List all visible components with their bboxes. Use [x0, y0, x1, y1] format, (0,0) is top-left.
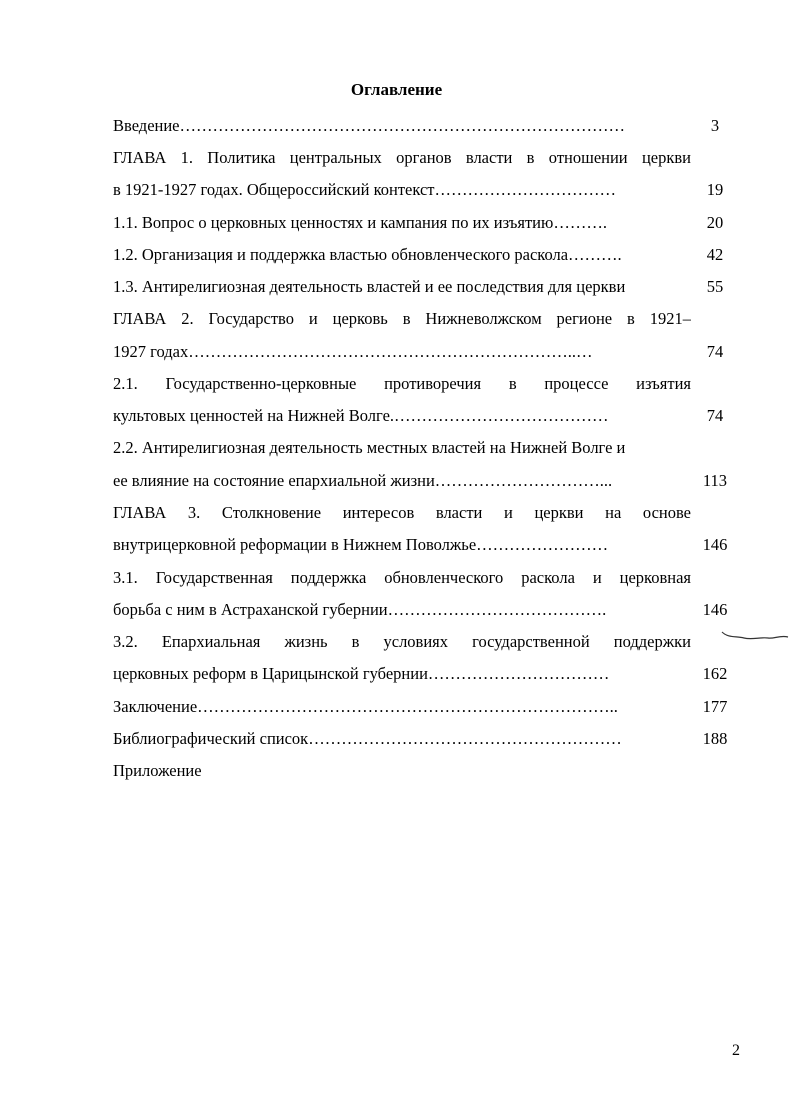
toc-entry-page: 42: [706, 245, 724, 264]
toc-entry-text: Библиографический список…………………………………………………: [113, 729, 622, 748]
toc-entry-page: 74: [706, 406, 724, 425]
toc-entry-page: 162: [702, 664, 728, 683]
toc-entry-page: 74: [706, 342, 724, 361]
toc-entry-text: Заключение…………………………………………………………………..: [113, 697, 618, 716]
toc-entry-text: 3.1. Государственная поддержка обновленческого раскола и церковная: [113, 568, 691, 587]
pen-stroke-mark: [720, 626, 790, 648]
toc-entry-page: 55: [706, 277, 724, 296]
toc-entry-text: 1.2. Организация и поддержка властью обновленческого раскола……….: [113, 245, 622, 264]
toc-entry-text: внутрицерковной реформации в Нижнем Поволжье……………………: [113, 535, 609, 554]
toc-entry-text: ее влияние на состояние епархиальной жизни…………………………...: [113, 471, 613, 490]
toc-entry-text: ГЛАВА 3. Столкновение интересов власти и церкви на основе: [113, 503, 691, 522]
toc-entry-text: 2.2. Антирелигиозная деятельность местных властей на Нижней Волге и: [113, 438, 626, 457]
toc-entry-page: 19: [706, 180, 724, 199]
toc-entry-text: ГЛАВА 2. Государство и церковь в Нижневолжском регионе в 1921–: [113, 309, 691, 328]
toc-entry-text: 1.3. Антирелигиозная деятельность властей и ее последствия для церкви: [113, 277, 626, 296]
toc-entry-text: 1927 годах……………………………………………………………..…: [113, 342, 593, 361]
toc-entry-text: борьба с ним в Астраханской губернии………………………………….: [113, 600, 607, 619]
toc-entry-page: 3: [710, 116, 720, 135]
toc-entry-text: Приложение: [113, 761, 202, 780]
toc-entry-page: 146: [702, 535, 728, 554]
toc-entry-text: Введение………………………………………………………………………: [113, 116, 626, 135]
toc-entry-page: 113: [702, 471, 728, 490]
toc-entry-text: церковных реформ в Царицынской губернии……………………………: [113, 664, 610, 683]
toc-entry-page: 20: [706, 213, 724, 232]
page-number: 2: [732, 1042, 740, 1059]
toc-entry-text: 3.2. Епархиальная жизнь в условиях государственной поддержки: [113, 632, 691, 651]
toc-title: Оглавление: [350, 80, 443, 99]
toc-entry-text: 1.1. Вопрос о церковных ценностях и кампания по их изъятию……….: [113, 213, 607, 232]
toc-entry-page: 177: [702, 697, 728, 716]
toc-entry-page: 188: [702, 729, 728, 748]
toc-entry-page: 146: [702, 600, 728, 619]
toc-entry-text: 2.1. Государственно-церковные противоречия в процессе изъятия: [113, 374, 691, 393]
toc-entry-text: в 1921-1927 годах. Общероссийский контекст……………………………: [113, 180, 617, 199]
toc-entry-text: культовых ценностей на Нижней Волге.…………………………………: [113, 406, 609, 425]
toc-entry-text: ГЛАВА 1. Политика центральных органов власти в отношении церкви: [113, 148, 691, 167]
